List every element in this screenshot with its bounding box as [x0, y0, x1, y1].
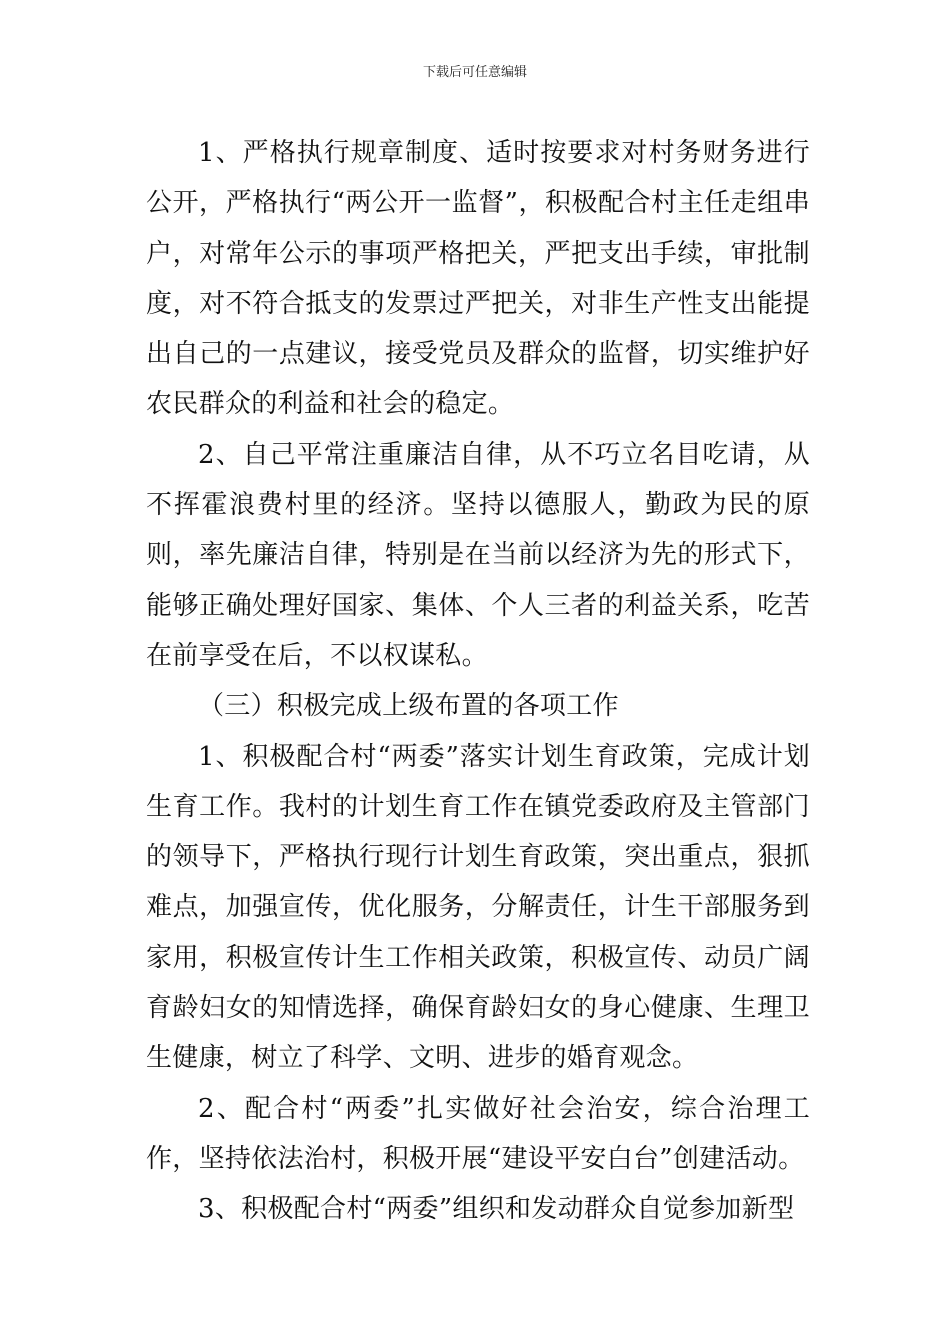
page-header-note: 下载后可任意编辑	[422, 65, 527, 80]
paragraph-1: 1、严格执行规章制度、适时按要求对村务财务进行公开，严格执行“两公开一监督”，积极配合村主任走组串户，对常年公示的事项严格把关，严把支出手续，审批制度，对不符合抵支的发票过严把关，对非生产性支出能提出自己的一点建议，接受党员及群众的监督，切实维护好农民群众的利益和社会的稳定。	[146, 138, 810, 420]
paragraph-2: 2、自己平常注重廉洁自律，从不巧立名目吃请，从不挥霍浪费村里的经济。坚持以德服人，勤政为民的原则，率先廉洁自律，特别是在当前以经济为先的形式下，能够正确处理好国家、集体、个人三者的利益关系，吃苦在前享受在后，不以权谋私。	[146, 439, 810, 671]
paragraph-3: 1、积极配合村“两委”落实计划生育政策，完成计划生育工作。我村的计划生育工作在镇党委政府及主管部门的领导下，严格执行现行计划生育政策，突出重点，狠抓难点，加强宣传，优化服务，分解责任，计生干部服务到家用，积极宣传计生工作相关政策，积极宣传、动员广阔育龄妇女的知情选择，确保育龄妇女的身心健康、生理卫生健康，树立了科学、文明、进步的婚育观念。	[146, 741, 810, 1074]
paragraph-4: 2、配合村“两委”扎实做好社会治安，综合治理工作，坚持依法治村，积极开展“建设平安白台”创建活动。	[146, 1093, 810, 1174]
paragraph-5: 3、积极配合村“两委”组织和发动群众自觉参加新型	[198, 1194, 795, 1225]
section-heading-3: （三）积极完成上级布置的各项工作	[198, 691, 619, 722]
document-body	[146, 128, 810, 1235]
